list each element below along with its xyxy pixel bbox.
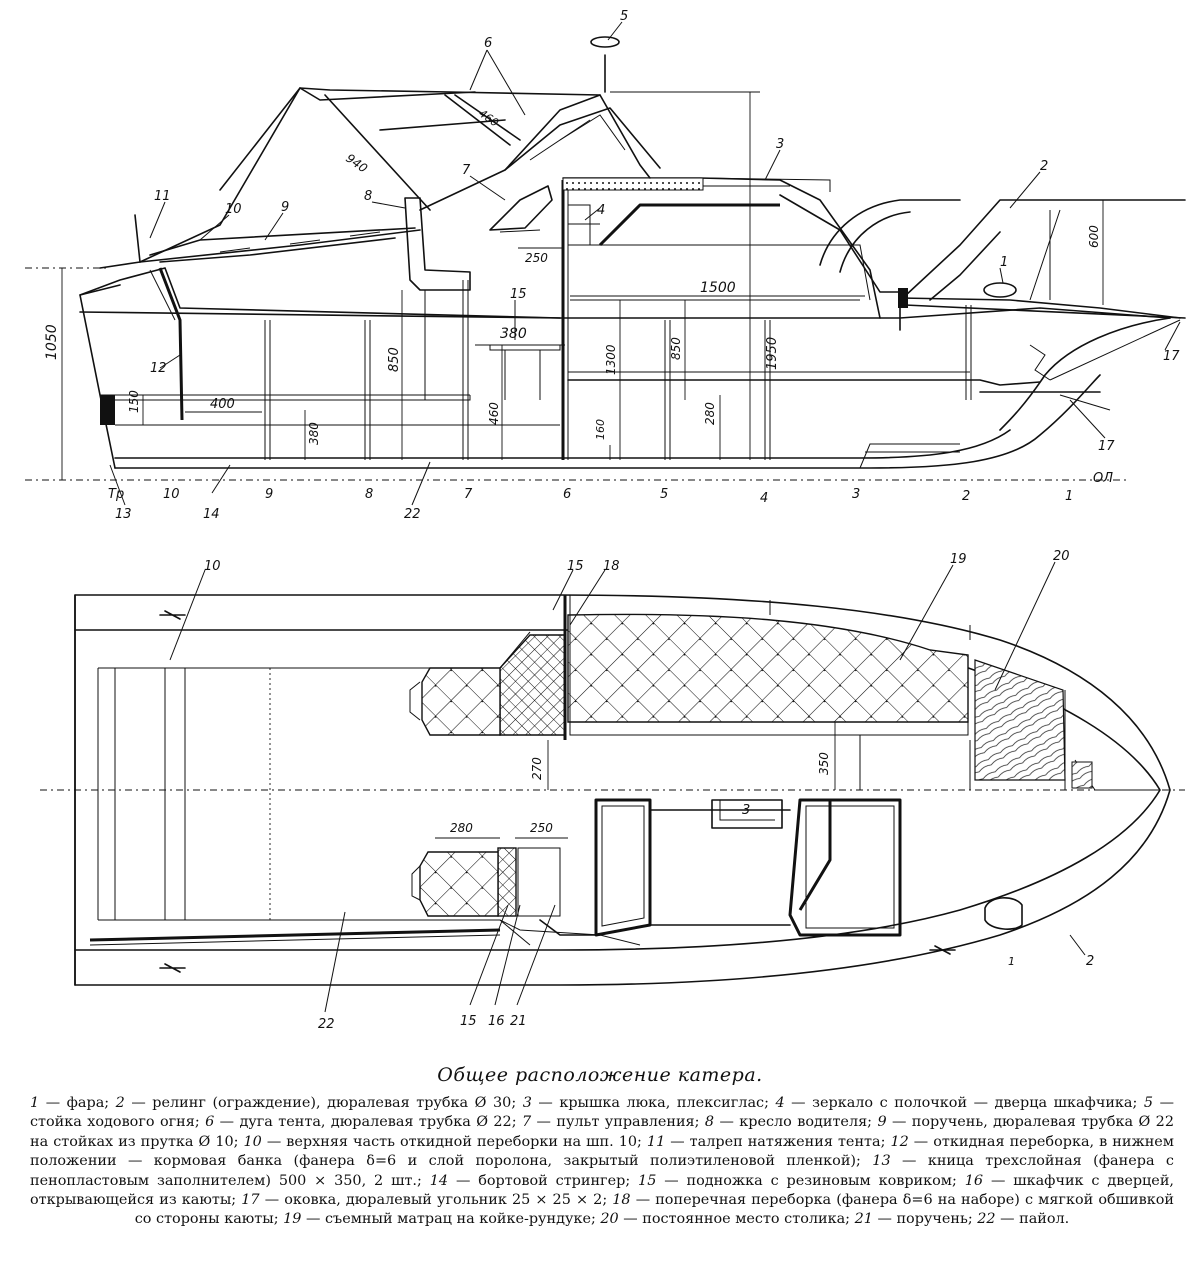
dim-850b: 850 — [669, 337, 683, 360]
plan-callout-1: 1 — [1008, 955, 1015, 968]
caption — [0, 1060, 1200, 1230]
legend-text: — фара; — [39, 1095, 116, 1111]
transom-knee — [100, 395, 115, 425]
plan-dim-350: 350 — [817, 752, 831, 775]
side-callout-2: 2 — [1040, 159, 1049, 174]
station-10: 10 — [163, 487, 180, 502]
legend-item-22 — [977, 1211, 1069, 1227]
legend-number: 10 — [243, 1133, 262, 1150]
side-callout-8: 8 — [364, 189, 373, 204]
legend-number: 4 — [775, 1095, 785, 1111]
dim-600: 600 — [1087, 225, 1101, 248]
legend-number: 3 — [522, 1095, 532, 1111]
legend-item-10 — [244, 1134, 647, 1150]
plan-dim-280: 280 — [450, 821, 473, 835]
legend-text: — поручень, дюралевая трубка Ø 22 на стойках из прутка Ø 10; — [30, 1114, 1174, 1150]
station-2: 2 — [962, 489, 971, 504]
plan-callout-20: 20 — [1053, 549, 1070, 564]
cabin-entrance — [596, 800, 650, 935]
legend — [30, 1094, 1174, 1230]
legend-text: — поручень; — [872, 1211, 978, 1228]
dim-940: 940 — [343, 150, 371, 176]
station-4: 4 — [760, 491, 769, 506]
legend-item-20 — [600, 1211, 854, 1227]
legend-number: 5 — [1143, 1095, 1154, 1111]
legend-item-3 — [523, 1095, 776, 1111]
cabinet-lower — [498, 848, 516, 916]
legend-text: — откидная переборка, в нижнем положении — кормовая банка (фанера δ=6 и слой поролона, закрытый полиэтиленовой пленкой); — [30, 1133, 1174, 1170]
dim-380b: 380 — [500, 326, 527, 342]
legend-number: 19 — [283, 1211, 302, 1228]
plan-callout-21: 21 — [510, 1014, 527, 1029]
legend-item-17 — [241, 1192, 612, 1208]
legend-text: — крышка люка, плексиглас; — [531, 1095, 776, 1111]
legend-text: — кница трехслойная (фанера с пенопластовым заполнителем) 500 × 350, 2 шт.; — [30, 1153, 1174, 1189]
legend-number: 18 — [612, 1192, 631, 1209]
dim-460b: 460 — [476, 106, 501, 130]
side-callout-3: 3 — [776, 137, 785, 152]
dim-1300: 1300 — [604, 344, 618, 375]
legend-item-4 — [775, 1095, 1143, 1111]
side-callout-12: 12 — [150, 361, 167, 376]
hull-bottom-line — [115, 375, 1100, 468]
side-callout-6: 6 — [484, 36, 493, 51]
legend-number: 1 — [30, 1095, 40, 1111]
side-callout-17a: 17 — [1163, 349, 1180, 364]
legend-number: 15 — [638, 1172, 657, 1189]
legend-text: — пайол. — [995, 1211, 1070, 1228]
side-view — [25, 9, 1185, 522]
legend-item-19 — [283, 1211, 600, 1227]
legend-item-14 — [430, 1173, 638, 1189]
plan-callout-16: 16 — [488, 1014, 505, 1029]
waterline-label: ОЛ — [1093, 471, 1114, 486]
side-callouts — [115, 9, 1180, 522]
plan-dim-270: 270 — [530, 757, 544, 780]
plan-callout-18: 18 — [603, 559, 620, 574]
legend-number: 14 — [429, 1172, 449, 1189]
legend-number: 22 — [977, 1211, 996, 1228]
aft-seat-upper — [422, 668, 500, 735]
legend-text: — дуга тента, дюралевая трубка Ø 22; — [214, 1114, 522, 1131]
legend-number: 11 — [646, 1133, 666, 1150]
side-callout-4: 4 — [597, 203, 606, 218]
plan-view — [40, 549, 1185, 1032]
dim-250: 250 — [525, 251, 548, 265]
legend-number: 9 — [877, 1114, 887, 1131]
legend-text: — подножка с резиновым ковриком; — [656, 1172, 965, 1189]
plan-dim-250: 250 — [530, 821, 553, 835]
side-callout-22: 22 — [404, 507, 421, 522]
aft-seat-lower — [420, 852, 498, 916]
legend-number: 17 — [241, 1192, 260, 1209]
legend-number: 16 — [964, 1172, 984, 1189]
side-callout-1: 1 — [1000, 255, 1009, 270]
dim-1050: 1050 — [44, 324, 60, 360]
legend-text: — оковка, дюралевый угольник 25 × 25 × 2; — [259, 1192, 613, 1209]
legend-item-21 — [855, 1211, 978, 1227]
station-8: 8 — [365, 487, 374, 502]
legend-text: — релинг (ограждение), дюралевая трубка Ø 30; — [124, 1095, 523, 1111]
station-3: 3 — [852, 487, 861, 502]
legend-item-11 — [647, 1134, 891, 1150]
legend-number: 8 — [704, 1114, 715, 1131]
station-9: 9 — [265, 487, 274, 502]
legend-text: — пульт управления; — [531, 1114, 705, 1131]
side-callout-11: 11 — [154, 189, 171, 204]
dim-850a: 850 — [387, 347, 402, 372]
frame-posts — [265, 280, 971, 460]
caption-title: Общее расположение катера. — [437, 1064, 763, 1086]
plan-callout-2: 2 — [1086, 954, 1095, 969]
side-callout-14: 14 — [203, 507, 220, 522]
side-callout-9: 9 — [281, 200, 290, 215]
legend-number: 13 — [872, 1153, 891, 1170]
legend-item-1 — [30, 1095, 116, 1111]
legend-number: 12 — [890, 1133, 909, 1150]
dim-160: 160 — [594, 419, 607, 440]
plan-callout-3: 3 — [742, 803, 751, 818]
legend-item-2 — [116, 1095, 523, 1111]
station-numbers — [108, 471, 1113, 506]
legend-text: — съемный матрац на койке-рундуке; — [301, 1211, 601, 1228]
legend-number: 20 — [600, 1211, 619, 1228]
dim-380a: 380 — [307, 422, 321, 445]
berth-mattress — [568, 614, 968, 722]
legend-text: — постоянное место столика; — [618, 1211, 855, 1228]
side-callout-5: 5 — [620, 9, 629, 24]
side-callout-13: 13 — [115, 507, 132, 522]
dim-280: 280 — [703, 402, 717, 425]
legend-number: 7 — [521, 1114, 532, 1131]
station-5: 5 — [660, 487, 669, 502]
mast-light — [591, 37, 619, 47]
legend-text: — шкафчик с дверцей, открывающейся из каюты; — [30, 1172, 1174, 1209]
legend-item-15 — [638, 1173, 965, 1189]
plan-callout-15b: 15 — [460, 1014, 477, 1029]
legend-text: — верхняя часть откидной переборки на шп. 10; — [261, 1133, 647, 1150]
legend-text: — талреп натяжения тента; — [665, 1133, 891, 1150]
plan-callout-15: 15 — [567, 559, 584, 574]
side-callout-7: 7 — [462, 163, 471, 178]
station-6: 6 — [563, 487, 572, 502]
legend-text: — поперечная переборка (фанера δ=6 на наборе) с мягкой обшивкой со стороны каюты; — [134, 1192, 1174, 1228]
plan-dimension-lines — [435, 722, 835, 838]
plan-head-light — [985, 898, 1022, 929]
side-callout-10: 10 — [225, 202, 242, 217]
plan-callout-19: 19 — [950, 552, 967, 567]
dim-150: 150 — [127, 390, 141, 413]
driver-seat — [405, 198, 470, 290]
station-1: 1 — [1065, 489, 1074, 504]
legend-text: — зеркало с полочкой — дверца шкафчика; — [784, 1095, 1144, 1111]
plan-callout-22: 22 — [318, 1017, 335, 1032]
dim-1950: 1950 — [765, 336, 780, 370]
station-tr: Тр — [108, 487, 125, 502]
legend-text: — кресло водителя; — [714, 1114, 878, 1131]
legend-text: — бортовой стрингер; — [448, 1172, 639, 1189]
hatch-cover — [563, 178, 703, 190]
table-place — [975, 660, 1065, 780]
legend-item-6 — [205, 1114, 522, 1130]
dim-460: 460 — [487, 402, 501, 425]
dim-1500: 1500 — [700, 280, 736, 296]
sheer-line — [80, 268, 560, 318]
side-callout-17b: 17 — [1098, 439, 1115, 454]
legend-number: 21 — [854, 1211, 873, 1228]
legend-number: 6 — [205, 1114, 215, 1131]
legend-item-7 — [522, 1114, 705, 1130]
head-light — [984, 283, 1016, 297]
legend-text: — стойка ходового огня; — [30, 1095, 1174, 1131]
side-callout-15: 15 — [510, 287, 527, 302]
cabinet-upper — [500, 635, 565, 735]
legend-item-8 — [705, 1114, 878, 1130]
station-7: 7 — [464, 487, 473, 502]
bow-rail — [905, 200, 1185, 296]
plan-callout-10: 10 — [204, 559, 221, 574]
legend-number: 2 — [115, 1095, 125, 1111]
dim-400: 400 — [210, 397, 235, 412]
